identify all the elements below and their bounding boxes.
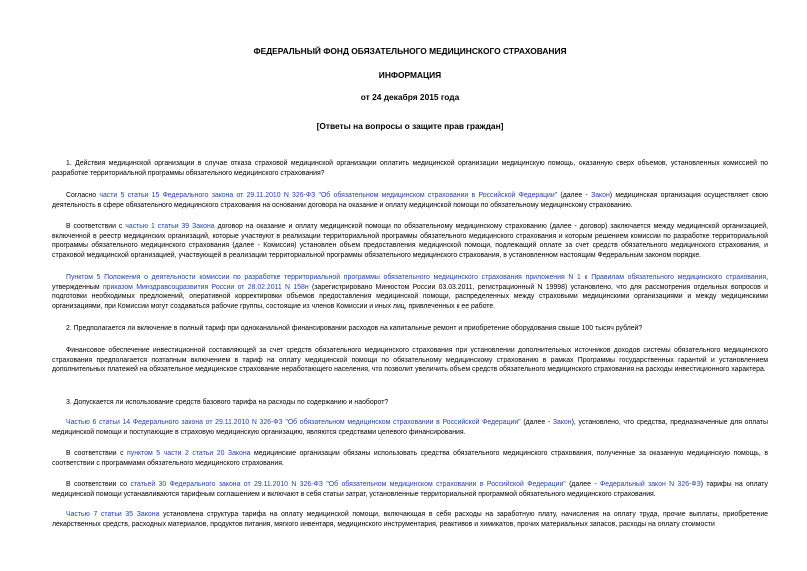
law-article-35-link[interactable]: Частью 7 статьи 35 Закона bbox=[66, 511, 160, 518]
law-link[interactable]: Закон bbox=[552, 419, 572, 426]
question-1: 1. Действия медицинской организации в случае отказа страховой медицинской организации оплатить медицинской организации медицинскую помощь, оказанную сверх объемов, установленных комиссией по разработке территориальной программы обязательного медицинского страхования? bbox=[52, 160, 768, 177]
answer-2: Финансовое обеспечение инвестиционной составляющей за счет средств обязательного медицинского страхования при установлении дополнительных источников доходов системы обязательного медицинского страхования предполагается поэтапным включением в тариф на оплату медицинской помощи по обязательному медицинскому страхованию в рамках Программы государственных гарантий и установлением дополнительных платежей на обязательное медицинское страхование неработающего населения, что позволит увеличить объем средств обязательного медицинского страхования на расходы инвестиционного характера. bbox=[52, 347, 768, 374]
law-326-fz-article-14-link[interactable]: Частью 6 статьи 14 Федерального закона от 29.11.2010 N 326-ФЗ "Об обязательном медицинском страховании в Российской Федерации" bbox=[66, 419, 521, 426]
doc-subject: [Ответы на вопросы о защите прав граждан] bbox=[316, 121, 504, 131]
order-158n-link[interactable]: приказом Минздравсоцразвития России от 28.02.2011 N 158н bbox=[102, 283, 309, 291]
answer-3-paragraph-1: Частью 6 статьи 14 Федерального закона от 29.11.2010 N 326-ФЗ "Об обязательном медицинском страховании в Российской Федерации" (далее - Закон), установлено, что средства, предназначенные для оплаты медицинской помощи и поступающие в страховую медицинскую организацию, являются средствами целевого финансирования. bbox=[52, 419, 769, 436]
commission-regulation-link[interactable]: Пунктом 5 Положения о деятельности комиссии по разработке территориальной программы обязательного медицинского страхования приложения N 1 к Правилам обязательного медицинского страхования bbox=[66, 274, 767, 281]
answer-1-paragraph-1: Согласно части 5 статьи 15 Федерального закона от 29.11.2010 N 326-ФЗ "Об обязательном медицинском страховании в Российской Федерации" (далее - Закон) медицинская организация осуществляет свою деятельность в сфере обязательного медицинского страхования на основании договора на оказание и оплату медицинской помощи по обязательному медицинскому страхованию. bbox=[52, 192, 768, 209]
law-326-fz-article-15-link[interactable]: части 5 статьи 15 Федерального закона от 29.11.2010 N 326-ФЗ "Об обязательном медицинском страховании в Российской Федерации" bbox=[99, 192, 558, 199]
answer-1-paragraph-3: Пунктом 5 Положения о деятельности комиссии по разработке территориальной программы обязательного медицинского страхования приложения N 1 к Правилам обязательного медицинского страхования, утвержденным приказом Минздравсоцразвития России от 28.02.2011 N 158н (зарегистрировано Минюстом России 03.03.2011, регистрационный N 19998) установлено, что для рассмотрения отдельных вопросов и подготовки необходимых предложений, оперативной корректировки объемов предоставления медицинской помощи, распределенных между страховыми медицинскими организациями и между медицинскими организациями, при Комиссии могут создаваться рабочие группы, состоящие из членов Комиссии и иных лиц, привлеченных к ее работе. bbox=[52, 274, 768, 310]
org-title: ФЕДЕРАЛЬНЫЙ ФОНД ОБЯЗАТЕЛЬНОГО МЕДИЦИНСКОГО СТРАХОВАНИЯ bbox=[253, 46, 567, 56]
law-link[interactable]: Закон bbox=[591, 192, 610, 199]
federal-law-326-fz-link[interactable]: Федеральный закон N 326-ФЗ bbox=[600, 481, 701, 488]
answer-3-paragraph-4: Частью 7 статьи 35 Закона установлена структура тарифа на оплату медицинской помощи, включающая в себя расходы на заработную плату, начисления на оплату труда, прочие выплаты, приобретение лекарственных средств, расходных материалов, продуктов питания, мягкого инвентаря, медицинского инструментария, реактивов и химикатов, прочих материальных запасов, расходы на оплату стоимости bbox=[52, 511, 768, 528]
question-3: 3. Допускается ли использование средств базового тарифа на расходы по содержанию и наоборот? bbox=[66, 399, 389, 406]
question-2: 2. Предполагается ли включение в полный тариф при одноканальной финансировании расходов на капитальные ремонт и приобретение оборудования свыше 100 тысяч рублей? bbox=[66, 325, 643, 332]
answer-3-paragraph-3: В соответствии со статьей 30 Федерального закона от 29.11.2010 N 326-ФЗ "Об обязательном медицинском страховании в Российской Федерации" (далее - Федеральный закон N 326-ФЗ) тарифы на оплату медицинской помощи устанавливаются тарифным соглашением и включают в себя статьи затрат, установленные территориальной программой обязательного медицинского страхования. bbox=[52, 481, 768, 498]
law-article-20-link[interactable]: пунктом 5 части 2 статьи 20 Закона bbox=[127, 450, 251, 457]
answer-3-paragraph-2: В соответствии с пунктом 5 части 2 статьи 20 Закона медицинские организации обязаны использовать средства обязательного медицинского страхования, полученные за оказанную медицинскую помощь, в соответствии с программами обязательного медицинского страхования. bbox=[52, 450, 768, 467]
law-326-fz-article-30-link[interactable]: статьей 30 Федерального закона от 29.11.2010 N 326-ФЗ "Об обязательном медицинском страховании в Российской Федерации" bbox=[130, 481, 566, 488]
answer-1-paragraph-2: В соответствии с частью 1 статьи 39 Закона договор на оказание и оплату медицинской помощи по обязательному медицинскому страхованию (далее - договор) заключается между медицинской организацией, включенной в реестр медицинских организаций, которые участвуют в реализации территориальной программы обязательного медицинского страхования и которым решением комиссии по разработке территориальной программы обязательного медицинского страхования (далее - Комиссия) установлен объем предоставления медицинской помощи, подлежащий оплате за счет средств обязательного медицинского страхования, и страховой медицинской организацией, участвующей в реализации территориальной программы обязательного медицинского страхования, в установленном настоящим Федеральным законом порядке. bbox=[52, 223, 769, 259]
doc-type-title: ИНФОРМАЦИЯ bbox=[378, 70, 442, 80]
doc-date: от 24 декабря 2015 года bbox=[360, 92, 460, 102]
law-article-39-link[interactable]: частью 1 статьи 39 Закона bbox=[125, 223, 215, 230]
